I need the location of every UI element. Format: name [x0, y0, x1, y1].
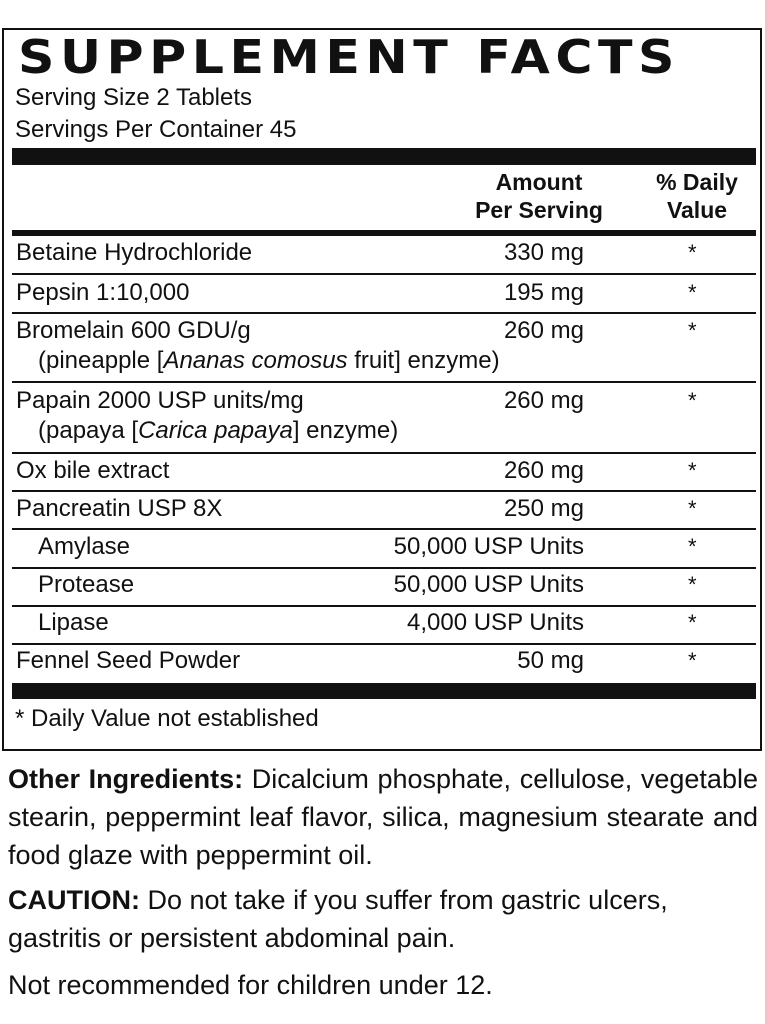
other-ingredients-text: Dicalcium phosphate, cellulose, vegetable stearin, peppermint leaf flavor, silica, magnesium stearate and food glaze with peppermint oil. — [8, 764, 758, 870]
header-divider — [12, 230, 756, 236]
other-ingredients-label: Other Ingredients: — [8, 764, 244, 794]
daily-value-footnote: * Daily Value not established — [15, 705, 319, 732]
ingredient-source: (pineapple [Ananas comosus fruit] enzyme) — [38, 347, 500, 374]
thick-divider — [12, 683, 756, 699]
row-divider — [12, 381, 756, 383]
caution-statement — [8, 881, 758, 957]
panel-title: SUPPLEMENT FACTS — [18, 30, 680, 84]
row-divider — [12, 490, 756, 492]
other-ingredients — [8, 760, 758, 874]
amount-header: Amount Per Serving — [475, 169, 603, 223]
row-divider — [12, 643, 756, 645]
servings-per-container: Servings Per Container 45 — [15, 116, 297, 143]
caution-text: Do not take if you suffer from gastric ulcers, gastritis or persistent abdominal pain. — [8, 885, 668, 953]
row-divider — [12, 452, 756, 454]
children-warning: Not recommended for children under 12. — [8, 970, 493, 1000]
daily-value-header: % Daily Value — [656, 169, 738, 223]
row-divider — [12, 605, 756, 607]
row-divider — [12, 312, 756, 314]
thick-divider — [12, 148, 756, 165]
row-divider — [12, 528, 756, 530]
ingredient-source: (papaya [Carica papaya] enzyme) — [38, 417, 399, 444]
row-divider — [12, 273, 756, 275]
row-divider — [12, 567, 756, 569]
supplement-facts-panel: SUPPLEMENT FACTS Serving Size 2 Tablets Servings Per Container 45 Amount Per Serving % Daily Value Betaine Hydrochloride 330 mg * Pepsin 1:10,000 195 mg * Bromelain 600 GDU/g (pineapple [Ananas comosus fruit] enzyme) 260 mg * Papain 2000 USP units/mg (papaya [Carica papaya] enzyme) 260 mg * Ox bile extract 260 mg * Pancreatin USP 8X 250 mg * Amylase 50,000 USP Units * Protease 50,000 USP Units * Lipase 4,000 USP Units * Fennel Seed Powder 50 mg * * Daily Value not established — [2, 28, 762, 751]
caution-label: CAUTION: — [8, 885, 140, 915]
serving-size: Serving Size 2 Tablets — [15, 84, 253, 111]
